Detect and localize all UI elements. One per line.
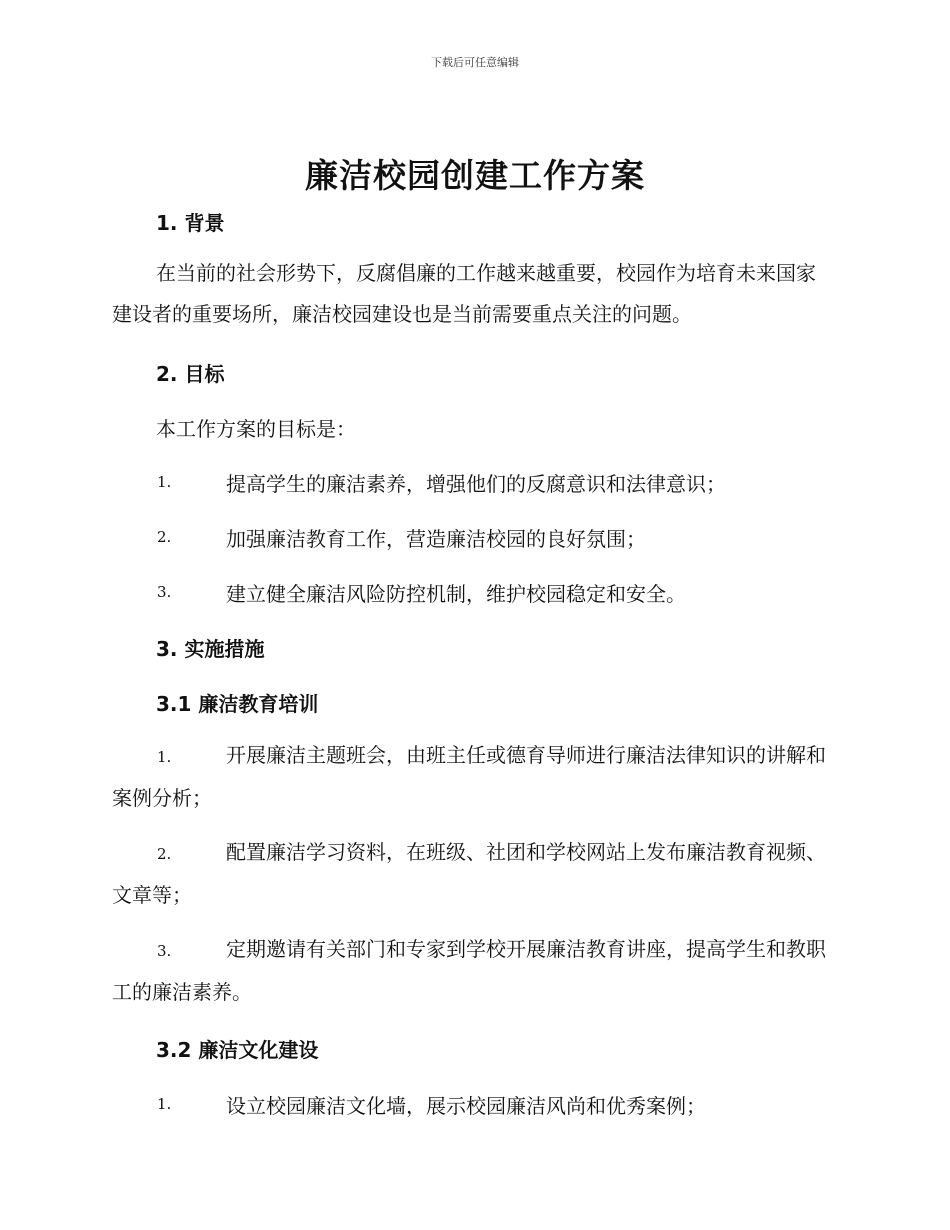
training-item-3-number: 3. <box>157 942 172 960</box>
training-item-3 <box>112 929 834 1013</box>
training-item-1 <box>112 735 834 819</box>
training-item-1-text: 开展廉洁主题班会，由班主任或德育导师进行廉洁法律知识的讲解和案例分析； <box>112 743 826 810</box>
training-item-2-number: 2. <box>157 845 172 863</box>
section-heading-culture: 3.2 廉洁文化建设 <box>156 1038 319 1062</box>
background-paragraph: 在当前的社会形势下，反腐倡廉的工作越来越重要，校园作为培育未来国家建设者的重要场所，廉洁校园建设也是当前需要重点关注的问题。 <box>112 261 816 326</box>
section-heading-measures: 3. 实施措施 <box>156 637 265 661</box>
section-heading-goals: 2. 目标 <box>156 362 225 386</box>
header-note: 下载后可任意编辑 <box>431 56 519 69</box>
goal-3-number: 3. <box>157 583 172 601</box>
section-heading-training: 3.1 廉洁教育培训 <box>156 692 319 716</box>
goal-2-text: 加强廉洁教育工作，营造廉洁校园的良好氛围； <box>226 527 646 551</box>
goal-3-text: 建立健全廉洁风险防控机制，维护校园稳定和安全。 <box>226 582 686 606</box>
culture-1-text: 设立校园廉洁文化墙，展示校园廉洁风尚和优秀案例； <box>226 1094 706 1118</box>
training-item-3-text: 定期邀请有关部门和专家到学校开展廉洁教育讲座，提高学生和教职工的廉洁素养。 <box>112 937 826 1004</box>
goal-2-number: 2. <box>157 528 172 546</box>
training-item-2-text: 配置廉洁学习资料，在班级、社团和学校网站上发布廉洁教育视频、文章等； <box>112 840 826 907</box>
culture-1-number: 1. <box>157 1095 172 1113</box>
training-item-2 <box>112 832 834 916</box>
training-item-1-number: 1. <box>157 748 172 766</box>
goals-intro: 本工作方案的目标是： <box>156 417 356 441</box>
goal-1-text: 提高学生的廉洁素养，增强他们的反腐意识和法律意识； <box>226 472 726 496</box>
section-heading-background: 1. 背景 <box>156 211 225 235</box>
document-title: 廉洁校园创建工作方案 <box>305 156 645 195</box>
goal-1-number: 1. <box>157 473 172 491</box>
